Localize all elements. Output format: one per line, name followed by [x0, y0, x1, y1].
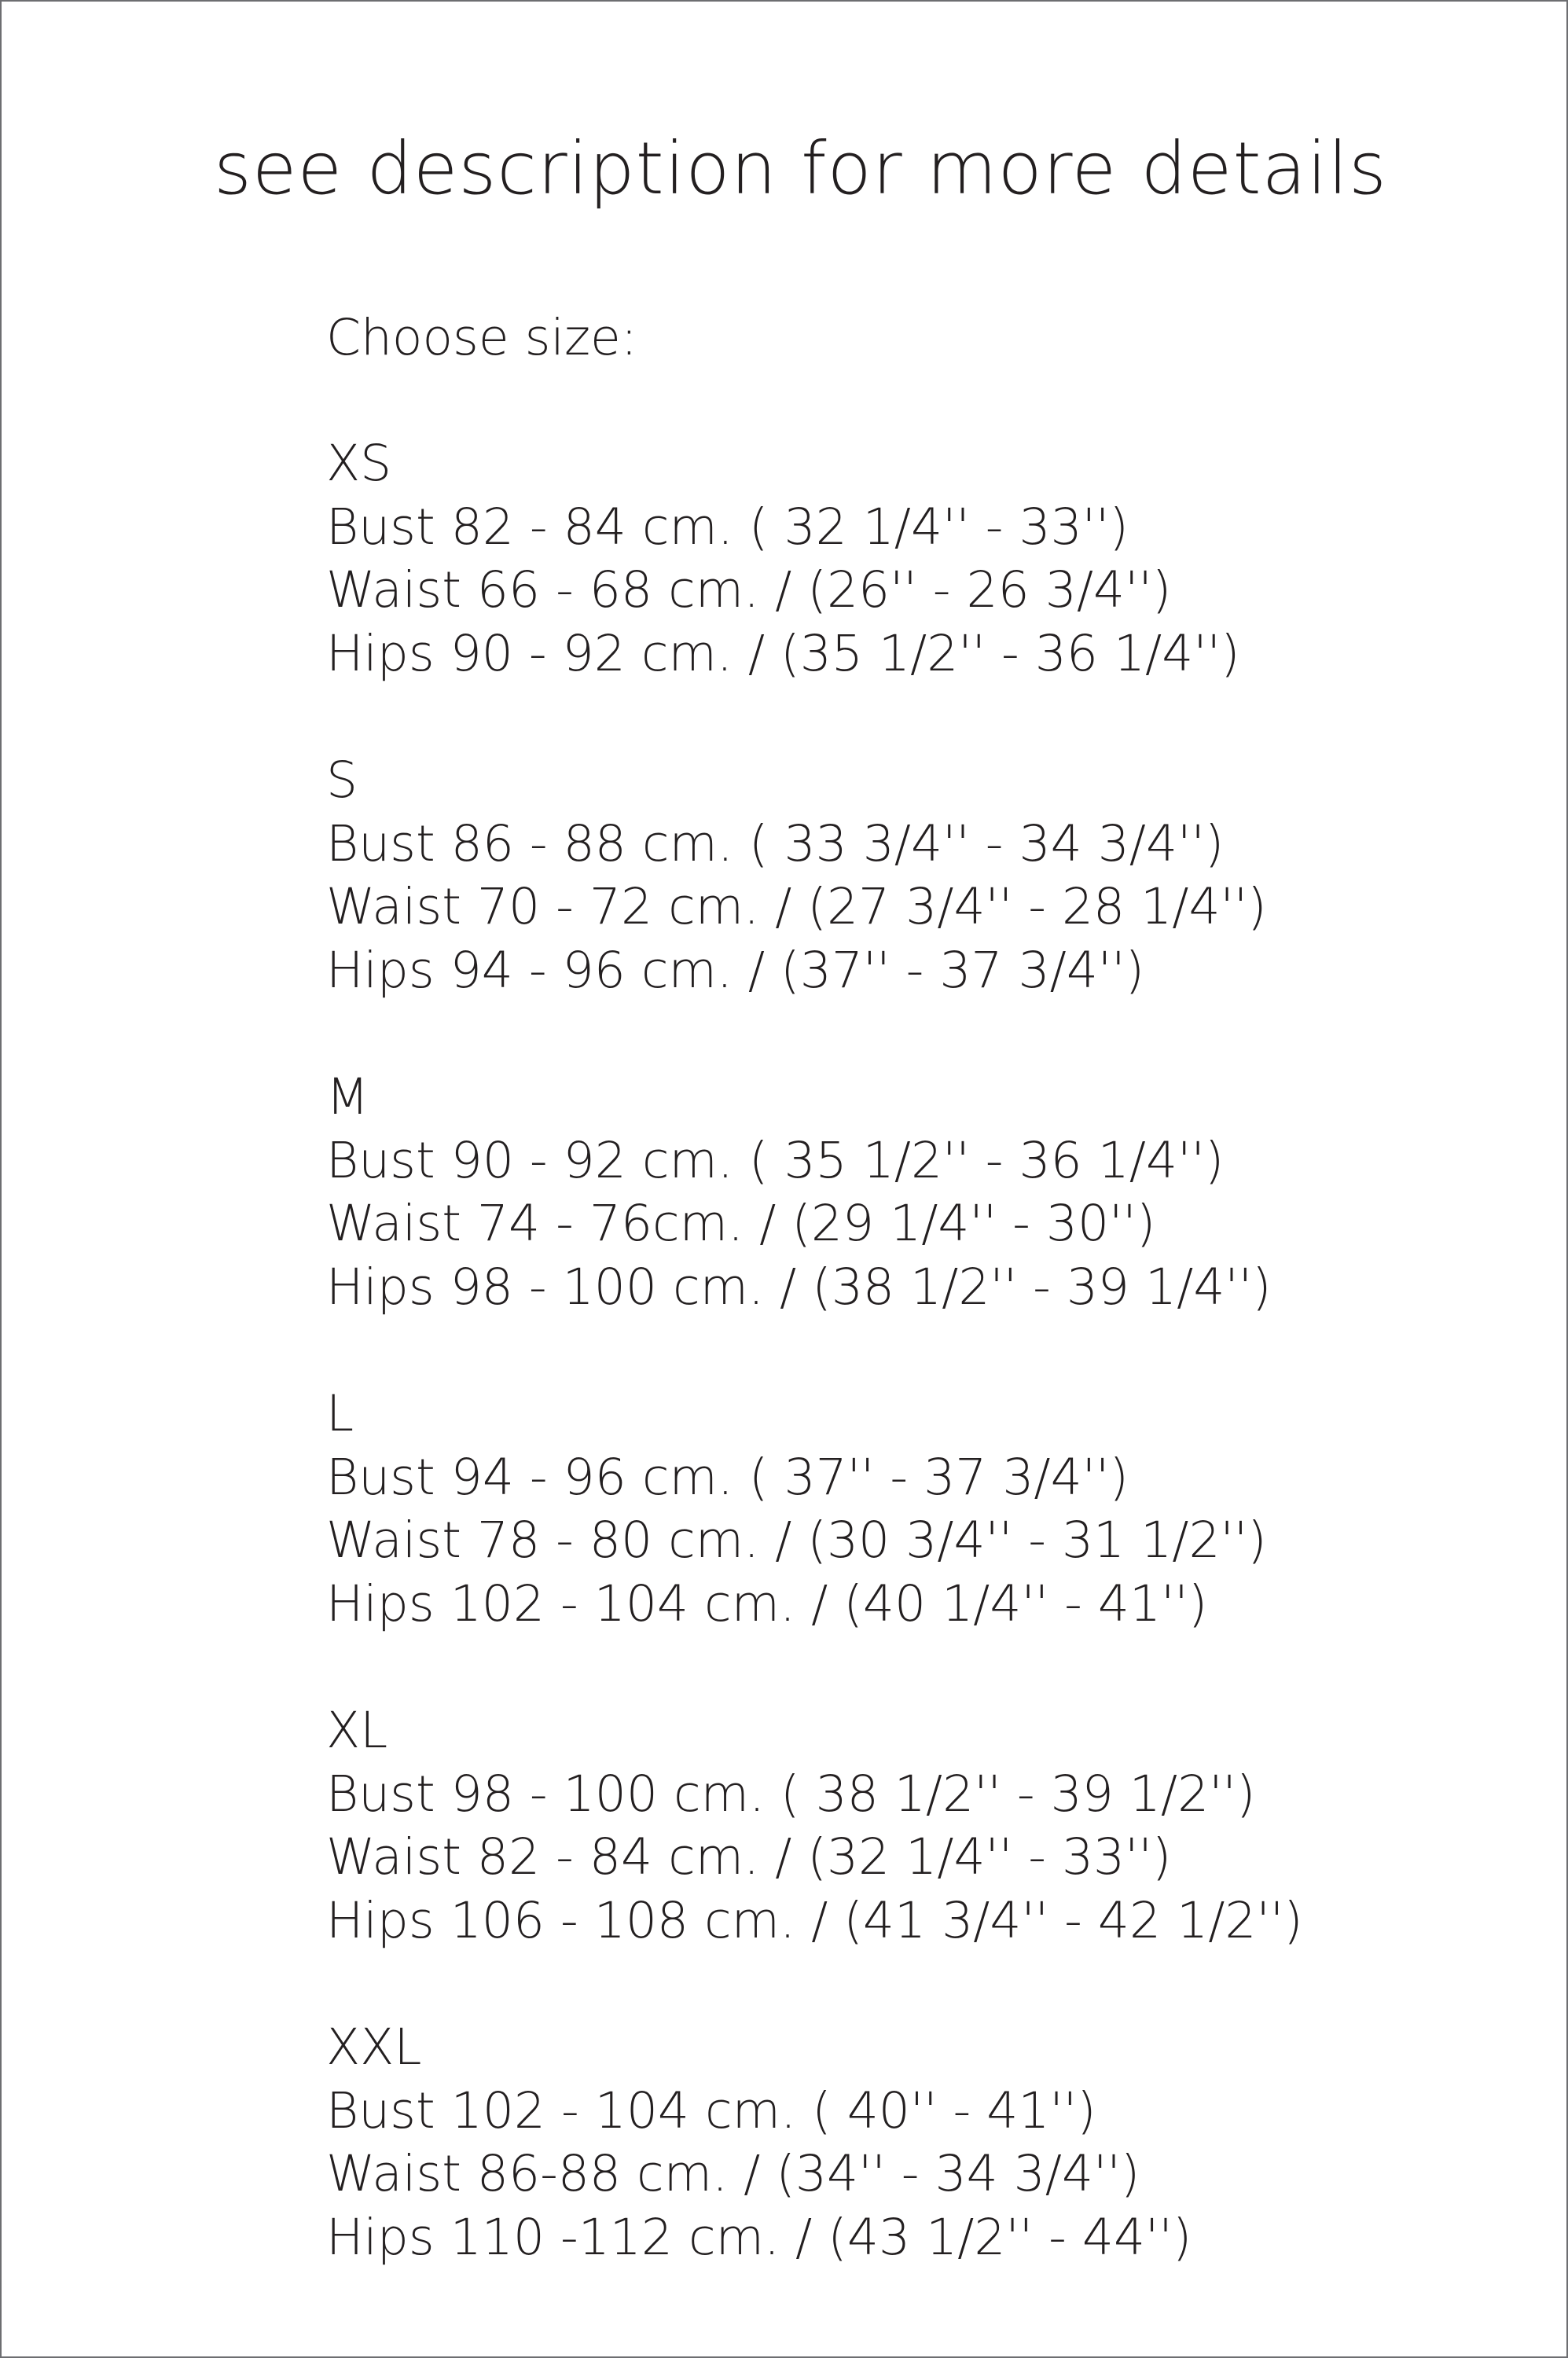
waist-measurement: Waist 70 - 72 cm. / (27 3/4'' - 28 1/4''): [326, 878, 1267, 935]
waist-measurement: Waist 78 - 80 cm. / (30 3/4'' - 31 1/2''): [326, 1511, 1267, 1569]
bust-measurement: Bust 102 - 104 cm. ( 40'' - 41''): [326, 2081, 1096, 2139]
hips-measurement: Hips 106 - 108 cm. / (41 3/4'' - 42 1/2''): [326, 1891, 1303, 1949]
choose-size-label: Choose size:: [326, 309, 637, 366]
hips-measurement: Hips 110 -112 cm. / (43 1/2'' - 44''): [326, 2208, 1192, 2266]
hips-measurement: Hips 90 - 92 cm. / (35 1/2'' - 36 1/4''): [326, 624, 1240, 682]
waist-measurement: Waist 86-88 cm. / (34'' - 34 3/4''): [326, 2145, 1140, 2202]
waist-measurement: Waist 74 - 76cm. / (29 1/4'' - 30''): [326, 1195, 1156, 1252]
size-block-l: [326, 1383, 1303, 1636]
size-name: XS: [326, 435, 392, 492]
bust-measurement: Bust 94 - 96 cm. ( 37'' - 37 3/4''): [326, 1448, 1129, 1506]
hips-measurement: Hips 94 - 96 cm. / (37'' - 37 3/4''): [326, 941, 1145, 999]
bust-measurement: Bust 98 - 100 cm. ( 38 1/2'' - 39 1/2''): [326, 1765, 1256, 1823]
bust-measurement: Bust 90 - 92 cm. ( 35 1/2'' - 36 1/4''): [326, 1131, 1225, 1189]
hips-measurement: Hips 102 - 104 cm. / (40 1/4'' - 41''): [326, 1574, 1208, 1633]
size-name: L: [326, 1385, 354, 1442]
size-block-xl: [326, 1699, 1303, 1952]
hips-measurement: Hips 98 - 100 cm. / (38 1/2'' - 39 1/4''): [326, 1258, 1272, 1316]
waist-measurement: Waist 66 - 68 cm. / (26'' - 26 3/4''): [326, 561, 1172, 619]
size-block-xs: [326, 432, 1303, 685]
size-name: M: [326, 1068, 369, 1126]
size-block-xxl: [326, 2016, 1303, 2269]
waist-measurement: Waist 82 - 84 cm. / (32 1/4'' - 33''): [326, 1828, 1172, 1886]
bust-measurement: Bust 86 - 88 cm. ( 33 3/4'' - 34 3/4''): [326, 814, 1225, 872]
size-chart: [326, 307, 1303, 2333]
size-block-s: [326, 749, 1303, 1002]
size-block-m: [326, 1066, 1303, 1319]
size-name: S: [326, 751, 358, 809]
size-name: XL: [326, 1702, 388, 1759]
bust-measurement: Bust 82 - 84 cm. ( 32 1/4'' - 33''): [326, 498, 1129, 556]
page-heading: see description for more details: [214, 127, 1387, 211]
size-name: XXL: [326, 2018, 422, 2076]
